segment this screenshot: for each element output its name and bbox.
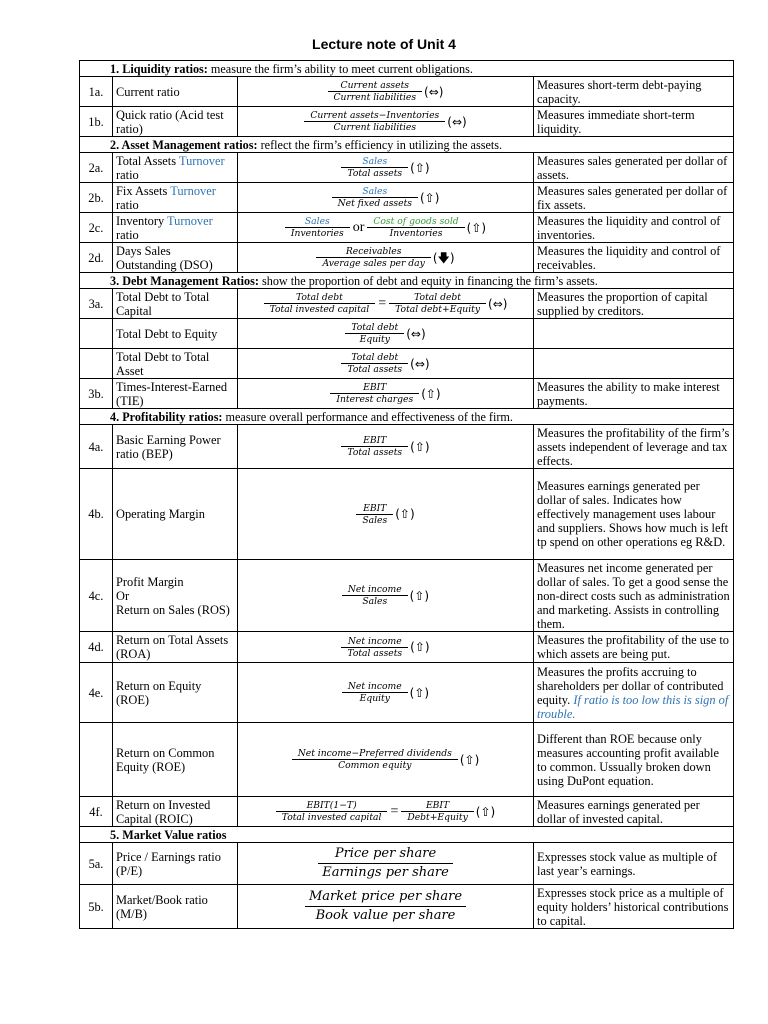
- table-row: [80, 349, 734, 379]
- formula: [238, 183, 534, 213]
- formula-denominator: Earnings per share: [318, 863, 453, 882]
- formula-denominator: Sales: [356, 514, 393, 526]
- direction-indicator: (⇔): [424, 84, 444, 99]
- formula-numerator: Net income−Preferred dividends: [297, 748, 452, 759]
- formula-denominator: Book value per share: [305, 906, 466, 925]
- ratio-description: [534, 349, 734, 379]
- row-number: 3a.: [80, 289, 113, 319]
- formula-denominator: Sales: [342, 595, 408, 607]
- table-row: [80, 107, 734, 137]
- table-row: [80, 797, 734, 827]
- ratio-description: Measures the ability to make interest payments.: [534, 379, 734, 409]
- row-number: 1a.: [80, 77, 113, 107]
- name-part: Total Assets: [116, 153, 179, 168]
- formula-denominator: Current liabilities: [304, 121, 445, 133]
- ratio-name: Market/Book ratio (M/B): [113, 885, 238, 929]
- row-number: 4a.: [80, 425, 113, 469]
- or-label: or: [352, 219, 365, 235]
- direction-indicator: (⇧): [466, 220, 487, 235]
- ratio-description: Measures immediate short-term liquidity.: [534, 107, 734, 137]
- ratio-name: Quick ratio (Acid test ratio): [113, 107, 238, 137]
- row-number: [80, 349, 113, 379]
- ratio-description: Measures the proportion of capital supplied by creditors.: [534, 289, 734, 319]
- row-number: 4d.: [80, 632, 113, 663]
- direction-indicator: (⇧): [409, 685, 430, 700]
- ratio-description: Measures sales generated per dollar of assets.: [534, 153, 734, 183]
- table-row: [80, 243, 734, 273]
- ratio-name: Total Debt to Total Capital: [113, 289, 238, 319]
- ratio-name: Current ratio: [113, 77, 238, 107]
- ratio-description: Measures the liquidity and control of receivables.: [534, 243, 734, 273]
- ratio-name: [113, 560, 238, 632]
- table-row: [80, 77, 734, 107]
- ratio-description: Expresses stock price as a multiple of equity holders’ historical contributions to capital.: [534, 885, 734, 929]
- formula: [238, 885, 534, 929]
- ratio-name: Basic Earning Power ratio (BEP): [113, 425, 238, 469]
- formula: [238, 469, 534, 560]
- table-row: [80, 723, 734, 797]
- table-row: [80, 153, 734, 183]
- ratio-name: Total Debt to Equity: [113, 319, 238, 349]
- ratio-name: Return on Equity (ROE): [113, 663, 238, 723]
- row-number: 2b.: [80, 183, 113, 213]
- formula-numerator: Sales: [304, 216, 330, 227]
- formula-denominator: Interest charges: [330, 393, 419, 405]
- description-warning: If ratio is too low this is sign of trouble.: [537, 692, 729, 721]
- name-part: ratio: [116, 167, 139, 182]
- formula: [238, 797, 534, 827]
- direction-indicator: (⇧): [410, 160, 430, 175]
- table-row: [80, 425, 734, 469]
- ratio-description: [534, 319, 734, 349]
- formula-numerator: Total debt: [414, 292, 461, 303]
- formula-numerator: Net income: [347, 584, 402, 595]
- section-desc: measure overall performance and effectiveness of the firm.: [222, 409, 513, 424]
- table-row: [80, 885, 734, 929]
- formula-numerator: Total debt: [351, 352, 399, 363]
- formula: [238, 379, 534, 409]
- formula-denominator: Total assets: [341, 647, 408, 659]
- formula-denominator: Average sales per day: [316, 257, 430, 269]
- name-line: Or: [116, 588, 130, 603]
- formula: [238, 843, 534, 885]
- formula-denominator: Total invested capital: [276, 811, 388, 823]
- row-number: [80, 319, 113, 349]
- row-number: 1b.: [80, 107, 113, 137]
- section-heading: 2. Asset Management ratios:: [110, 137, 258, 152]
- formula-denominator: Common equity: [292, 759, 458, 771]
- ratio-description: Measures earnings generated per dollar of invested capital.: [534, 797, 734, 827]
- row-number: 4c.: [80, 560, 113, 632]
- ratio-name: [113, 183, 238, 213]
- table-row: [80, 183, 734, 213]
- section-profitability: [80, 409, 734, 425]
- row-number: 4e.: [80, 663, 113, 723]
- ratio-description: Measures sales generated per dollar of fix assets.: [534, 183, 734, 213]
- direction-indicator: (⇧): [409, 588, 430, 603]
- equals-sign: =: [378, 295, 387, 311]
- formula: [238, 349, 534, 379]
- formula-numerator: EBIT: [425, 800, 450, 811]
- table-row: [80, 632, 734, 663]
- formula-numerator: Price per share: [334, 846, 437, 861]
- row-number: 2d.: [80, 243, 113, 273]
- direction-indicator: (⇧): [395, 507, 415, 521]
- ratio-description: Measures earnings generated per dollar of sales. Indicates how effectively management uses labour and suppliers. Shows how much is left tp spend on other operations eg R&D.: [534, 469, 734, 560]
- ratio-name: Times-Interest-Earned (TIE): [113, 379, 238, 409]
- table-row: [80, 213, 734, 243]
- section-desc: measure the firm’s ability to meet current obligations.: [207, 61, 473, 76]
- formula-numerator: EBIT(1−T): [306, 800, 357, 811]
- ratios-table: [79, 60, 734, 929]
- formula-numerator: Current assets−Inventories: [310, 110, 440, 121]
- formula: [238, 153, 534, 183]
- direction-indicator: (⇔): [406, 326, 426, 341]
- direction-indicator: (⇧): [421, 386, 441, 401]
- formula-numerator: Cost of goods sold: [373, 216, 459, 227]
- formula: [238, 213, 534, 243]
- formula: [238, 425, 534, 469]
- table-row: [80, 469, 734, 560]
- row-number: 2c.: [80, 213, 113, 243]
- ratio-description: Measures short-term debt-paying capacity.: [534, 77, 734, 107]
- ratio-description: Different than ROE because only measures accounting profit available to common. Ussually broken down using DuPont equation.: [534, 723, 734, 797]
- name-part: Inventory: [116, 213, 168, 228]
- formula: [238, 723, 534, 797]
- ratio-name: Total Debt to Total Asset: [113, 349, 238, 379]
- direction-indicator: (⇧): [410, 439, 430, 454]
- description-text: Measures the profits accruing to shareholders per dollar of contributed equity.: [537, 664, 724, 707]
- formula-numerator: EBIT: [363, 435, 387, 446]
- name-part: ratio: [116, 227, 139, 242]
- formula-numerator: Total debt: [351, 322, 399, 333]
- direction-indicator: (⇔): [488, 296, 508, 311]
- ratio-description: Measures the profitability of the use to which assets are being put.: [534, 632, 734, 663]
- formula-numerator: EBIT: [363, 502, 387, 514]
- name-highlight: Turnover: [170, 183, 216, 198]
- formula: [238, 77, 534, 107]
- name-line: Return on Sales (ROS): [116, 602, 230, 617]
- row-number: 5a.: [80, 843, 113, 885]
- direction-indicator: (⇔): [410, 356, 430, 371]
- section-desc: show the proportion of debt and equity in financing the firm’s assets.: [258, 273, 598, 288]
- direction-indicator: (⇔): [447, 114, 467, 129]
- name-highlight: Turnover: [178, 153, 225, 168]
- row-number: [80, 723, 113, 797]
- formula-denominator: Total invested capital: [264, 303, 376, 315]
- formula-numerator: EBIT: [363, 382, 387, 393]
- formula: [238, 632, 534, 663]
- formula-numerator: Net income: [347, 681, 402, 692]
- direction-indicator: (⇧): [475, 804, 496, 819]
- name-highlight: Turnover: [167, 213, 213, 228]
- formula-numerator: Sales: [362, 186, 388, 197]
- formula-numerator: Sales: [362, 156, 388, 167]
- table-row: [80, 843, 734, 885]
- section-heading: 4. Profitability ratios:: [110, 409, 223, 424]
- section-debt-management: [80, 273, 734, 289]
- table-row: [80, 379, 734, 409]
- equals-sign: =: [390, 803, 399, 819]
- ratio-description: Expresses stock value as multiple of last year’s earnings.: [534, 843, 734, 885]
- formula-denominator: Total assets: [341, 446, 408, 458]
- ratio-name: Return on Total Assets (ROA): [113, 632, 238, 663]
- section-market-value: [80, 827, 734, 843]
- formula: [238, 560, 534, 632]
- formula-denominator: Equity: [345, 333, 404, 345]
- ratio-name: [113, 213, 238, 243]
- ratio-name: [113, 153, 238, 183]
- formula-denominator: Inventories: [285, 227, 350, 239]
- ratio-name: Return on Invested Capital (ROIC): [113, 797, 238, 827]
- formula: [238, 107, 534, 137]
- formula: [238, 319, 534, 349]
- table-row: [80, 560, 734, 632]
- table-row: [80, 663, 734, 723]
- row-number: 4f.: [80, 797, 113, 827]
- direction-indicator: (🡇): [432, 250, 455, 265]
- ratio-name: Days Sales Outstanding (DSO): [113, 243, 238, 273]
- row-number: 3b.: [80, 379, 113, 409]
- formula-denominator: Inventories: [367, 227, 464, 239]
- formula-denominator: Total assets: [341, 167, 408, 179]
- row-number: 2a.: [80, 153, 113, 183]
- formula-denominator: Current liabilities: [328, 91, 423, 103]
- formula: [238, 663, 534, 723]
- formula-numerator: Net income: [347, 635, 402, 647]
- section-liquidity: [80, 61, 734, 77]
- name-line: Profit Margin: [116, 574, 184, 589]
- name-part: ratio: [116, 197, 139, 212]
- direction-indicator: (⇧): [410, 640, 430, 654]
- ratio-description: Measures the liquidity and control of inventories.: [534, 213, 734, 243]
- direction-indicator: (⇧): [419, 190, 440, 205]
- formula: [238, 289, 534, 319]
- formula-denominator: Net fixed assets: [332, 197, 418, 209]
- row-number: 4b.: [80, 469, 113, 560]
- page-title: Lecture note of Unit 4: [312, 36, 456, 52]
- ratio-name: Return on Common Equity (ROE): [113, 723, 238, 797]
- section-heading: 3. Debt Management Ratios:: [110, 273, 259, 288]
- formula-denominator: Total debt+Equity: [389, 303, 486, 315]
- formula-numerator: Current assets: [340, 80, 409, 91]
- section-asset-management: [80, 137, 734, 153]
- ratio-description: Measures net income generated per dollar of sales. To get a good sense the non-direct costs such as administration and marketing. Assists in controlling them.: [534, 560, 734, 632]
- formula: [238, 243, 534, 273]
- ratio-name: Price / Earnings ratio (P/E): [113, 843, 238, 885]
- formula-numerator: Total debt: [295, 292, 343, 303]
- section-desc: reflect the firm’s efficiency in utilizing the assets.: [257, 137, 503, 152]
- table-row: [80, 289, 734, 319]
- ratio-name: Operating Margin: [113, 469, 238, 560]
- formula-denominator: Total assets: [341, 363, 408, 375]
- ratio-description: [534, 663, 734, 723]
- formula-numerator: Market price per share: [308, 889, 463, 904]
- section-heading: 5. Market Value ratios: [110, 827, 227, 842]
- name-part: Fix Assets: [116, 183, 171, 198]
- formula-denominator: Debt+Equity: [401, 811, 473, 823]
- row-number: 5b.: [80, 885, 113, 929]
- formula-numerator: Receivables: [345, 246, 402, 257]
- direction-indicator: (⇧): [459, 752, 480, 767]
- table-row: [80, 319, 734, 349]
- section-heading: 1. Liquidity ratios:: [110, 61, 208, 76]
- formula-denominator: Equity: [342, 692, 408, 704]
- ratio-description: Measures the profitability of the firm’s assets independent of leverage and tax effects.: [534, 425, 734, 469]
